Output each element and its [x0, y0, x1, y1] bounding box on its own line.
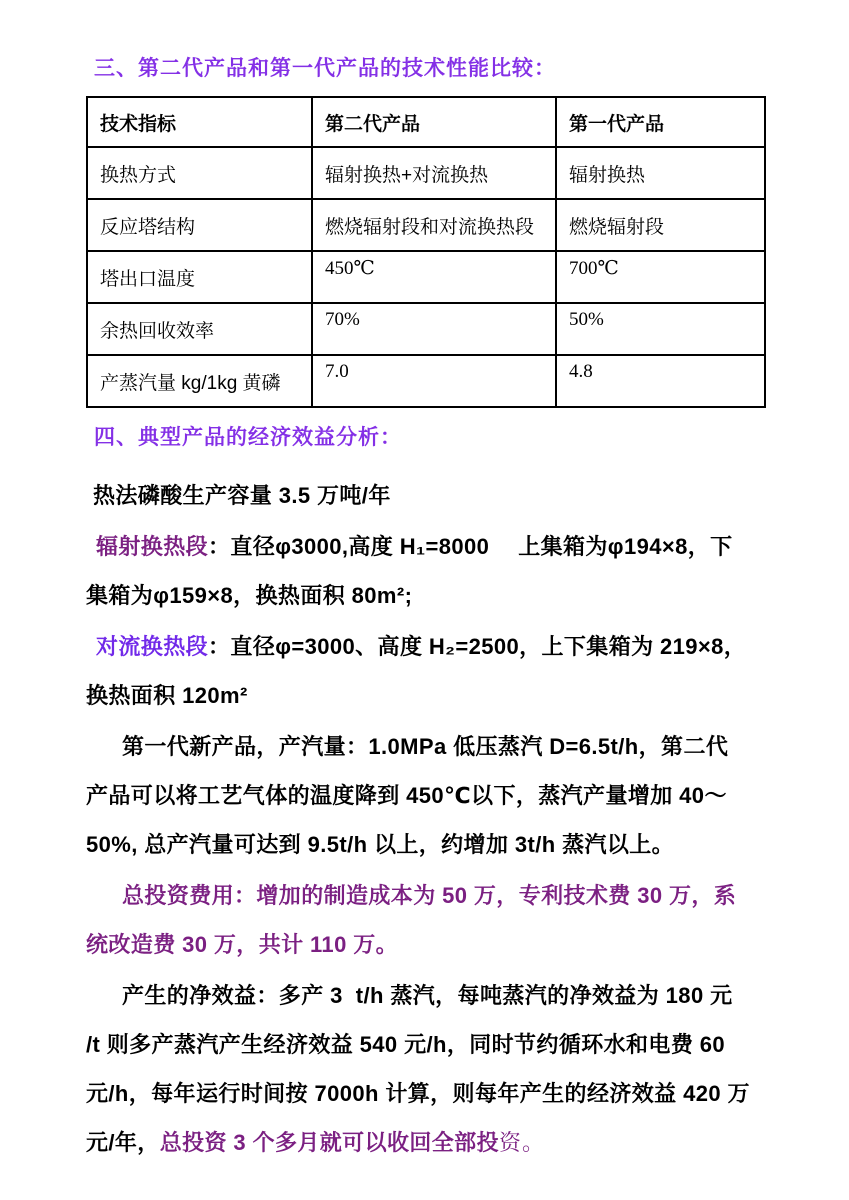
paragraph-net-benefit — [86, 971, 764, 1167]
table-cell: 辐射换热+对流换热 — [312, 147, 556, 199]
text-segment: 资。 — [498, 1130, 545, 1155]
text-line — [86, 871, 764, 920]
table-header-cell: 第一代产品 — [556, 97, 765, 147]
text-segment: 统改造费 30 万，共计 110 万。 — [86, 932, 399, 957]
table-cell: 7.0 — [312, 355, 556, 407]
table-cell: 产蒸汽量 kg/1kg 黄磷 — [87, 355, 312, 407]
table-header-row — [87, 97, 765, 147]
table-row — [87, 355, 765, 407]
text-line — [86, 820, 764, 869]
table-header-cell: 第二代产品 — [312, 97, 556, 147]
text-line — [86, 1069, 764, 1118]
paragraph-radiant-section — [86, 522, 764, 620]
table-cell: 余热回收效率 — [87, 303, 312, 355]
text-line — [86, 1118, 764, 1167]
table-cell: 70% — [312, 303, 556, 355]
text-segment: 产品可以将工艺气体的温度降到 450℃以下，蒸汽产量增加 40～ — [86, 783, 727, 808]
text-segment: 产生的净效益：多产 3 t/h 蒸汽，每吨蒸汽的净效益为 180 元 — [122, 983, 733, 1008]
text-segment: 换热面积 120m² — [86, 683, 248, 708]
text-segment: 元/h，每年运行时间按 7000h 计算，则每年产生的经济效益 420 万 — [86, 1081, 750, 1106]
table-cell: 50% — [556, 303, 765, 355]
text-segment: 辐射换热段 — [96, 534, 209, 559]
analysis-paragraphs — [86, 471, 764, 1167]
text-segment: 总投资 3 个多月就可以收回全部投 — [159, 1130, 499, 1155]
text-segment: 集箱为φ159×8，换热面积 80m²; — [86, 583, 413, 608]
text-line — [86, 522, 764, 571]
table-cell: 4.8 — [556, 355, 765, 407]
comparison-table — [86, 96, 766, 408]
text-segment: /t 则多产蒸汽产生经济效益 540 元/h，同时节约循环水和电费 60 — [86, 1032, 726, 1057]
document-content — [86, 52, 764, 1167]
table-cell: 燃烧辐射段 — [556, 199, 765, 251]
section-4-heading: 四、典型产品的经济效益分析： — [94, 425, 402, 449]
table-cell: 700℃ — [556, 251, 765, 303]
text-segment: ：直径φ3000,高度 H₁=8000 上集箱为φ194×8，下 — [208, 534, 733, 559]
table-cell: 450℃ — [312, 251, 556, 303]
text-segment: 对流换热段 — [96, 634, 209, 659]
table-row — [87, 147, 765, 199]
paragraph-convection-section — [86, 622, 764, 720]
text-line — [86, 571, 764, 620]
text-segment: 50%, 总产汽量可达到 9.5t/h 以上，约增加 3t/h 蒸汽以上。 — [86, 832, 675, 857]
text-segment: 热法磷酸生产容量 3.5 万吨/年 — [93, 483, 391, 508]
table-row — [87, 303, 765, 355]
paragraph-steam-production — [86, 722, 764, 869]
text-line — [86, 471, 764, 520]
text-line — [86, 920, 764, 969]
table-cell: 反应塔结构 — [87, 199, 312, 251]
text-segment: 元/年， — [86, 1130, 160, 1155]
text-line — [86, 622, 764, 671]
paragraph-total-investment — [86, 871, 764, 969]
table-cell: 塔出口温度 — [87, 251, 312, 303]
comparison-table-body — [87, 147, 765, 407]
text-segment: 总投资费用：增加的制造成本为 50 万，专利技术费 30 万，系 — [122, 883, 737, 908]
text-line — [86, 1020, 764, 1069]
comparison-table-head — [87, 97, 765, 147]
text-segment: ：直径φ=3000、高度 H₂=2500，上下集箱为 219×8， — [208, 634, 747, 659]
text-line — [86, 722, 764, 771]
table-cell: 辐射换热 — [556, 147, 765, 199]
text-line — [86, 671, 764, 720]
table-cell: 燃烧辐射段和对流换热段 — [312, 199, 556, 251]
text-segment: 第一代新产品，产汽量：1.0MPa 低压蒸汽 D=6.5t/h，第二代 — [122, 734, 729, 759]
section-3-heading: 三、第二代产品和第一代产品的技术性能比较： — [94, 56, 556, 80]
table-header-cell: 技术指标 — [87, 97, 312, 147]
table-row — [87, 251, 765, 303]
paragraph-capacity — [86, 471, 764, 520]
text-line — [86, 971, 764, 1020]
table-cell: 换热方式 — [87, 147, 312, 199]
table-row — [87, 199, 765, 251]
text-line — [86, 771, 764, 820]
